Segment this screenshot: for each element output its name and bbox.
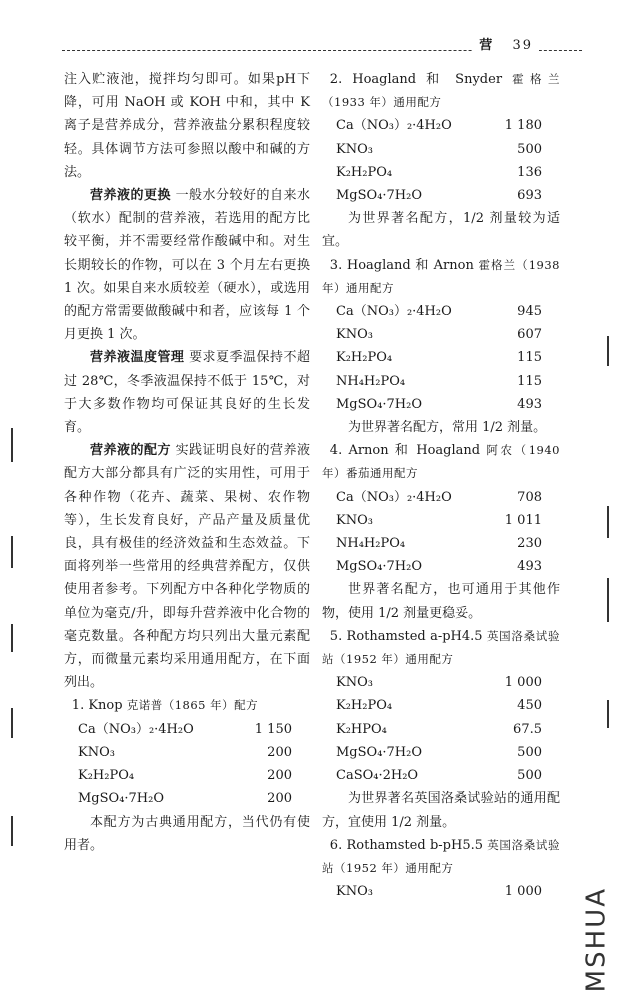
formula-note: 本配方为古典通用配方，当代仍有使用者。 [64,814,310,853]
formula-title-main: 4. Arnon 和 Hoagland [329,443,481,459]
formula-row [64,764,310,787]
formula-title-sub: 霍格兰（1938 年）通用配方 [322,257,560,295]
dosage: 115 [517,373,542,389]
chemical: Ca（NO₃）₂·4H₂O [336,304,452,320]
text-temperature: 要求夏季温保持不超过 28℃，冬季液温保持不低于 15℃，对于大多数作物均可保证其良好的生长发育。 [64,350,310,436]
header-title: 营 [479,38,495,53]
dosage: 136 [517,164,542,180]
formula-row [322,718,560,741]
formula-title-main: 1. Knop [71,698,123,714]
formula-row [322,741,560,764]
chemical: K₂H₂PO₄ [336,164,393,180]
formula-note: 为世界著名配方，1/2 剂量较为适宜。 [322,211,560,250]
paragraph-ph-adjust: 注入贮液池，搅拌均匀即可。如果pH下降，可用 NaOH 或 KOH 中和，其中 K 离子是营养成分，营养液盐分累积程度较轻。具体调节方法可参照以酸中和碱的方法。 [64,72,310,180]
formula-title-main: 3. Hoagland 和 Arnon [329,257,474,273]
dosage: 1 000 [504,675,542,691]
heading-temperature: 营养液温度管理 [90,350,185,366]
chemical: NH₄H₂PO₄ [336,373,406,389]
chemical: Ca（NO₃）₂·4H₂O [336,118,452,134]
chemical: K₂H₂PO₄ [78,768,135,784]
dosage: 200 [267,791,292,807]
dosage: 1 011 [504,512,542,528]
formula-row [322,323,560,346]
chemical: MgSO₄·7H₂O [336,188,423,204]
dosage: 1 150 [254,721,292,737]
formula-2 [322,68,560,254]
formula-row [322,671,560,694]
chemical: MgSO₄·7H₂O [78,791,165,807]
heading-replacement: 营养液的更换 [90,188,171,204]
formula-title [322,68,560,114]
formula-title [64,694,310,717]
formula-5 [322,625,560,834]
scan-mark [11,816,13,846]
formula-row [322,114,560,137]
dosage: 230 [517,536,542,552]
chemical: Ca（NO₃）₂·4H₂O [78,721,194,737]
chemical: KNO₃ [336,884,373,900]
dosage: 450 [517,698,542,714]
formula-row [322,370,560,393]
page-number: 39 [512,38,533,53]
scan-mark [11,708,13,738]
chemical: KNO₃ [336,327,373,343]
formula-title-sub: 阿农（1940 年）番茄通用配方 [322,443,560,481]
dosage: 500 [517,768,542,784]
formula-1 [64,694,310,856]
chemical: NH₄H₂PO₄ [336,536,406,552]
formula-row [322,694,560,717]
paragraph-replacement [64,184,310,346]
formula-note: 为世界著名配方，常用 1/2 剂量。 [348,420,547,436]
formula-row [64,741,310,764]
text-formula-intro: 实践证明良好的营养液配方大部分都具有广泛的实用性，可用于各种作物（花卉、蔬菜、果树、农作物等），生长发育良好，产品产量及质量优良，具有极佳的经济效益和生态效益。下面将列举一些常用的经典营养配方，仅供使用者参考。下列配方中各种化学物质的单位为毫克/升，即每升营养液中化合物的毫克数量。各种配方均只列出大量元素配方，而微量元素均采用通用配方，在下面列出。 [64,443,310,691]
formula-note: 世界著名配方，也可通用于其他作物，使用 1/2 剂量更稳妥。 [322,582,560,621]
formula-row [322,138,560,161]
formula-row [322,532,560,555]
formula-title [322,625,560,671]
formula-title-sub: 克诺普（1865 年）配方 [126,698,259,713]
dosage: 693 [517,188,542,204]
chemical: KNO₃ [336,141,373,157]
dosage: 115 [517,350,542,366]
formula-row [64,787,310,810]
chemical: KNO₃ [336,512,373,528]
chemical: MgSO₄·7H₂O [336,559,423,575]
formula-title [322,439,560,485]
chemical: Ca（NO₃）₂·4H₂O [336,489,452,505]
formula-row [322,764,560,787]
chemical: K₂HPO₄ [336,721,387,737]
chemical: K₂H₂PO₄ [336,350,393,366]
dosage: 1 180 [504,118,542,134]
formula-6 [322,834,560,904]
formula-row [322,509,560,532]
formula-row [322,880,560,903]
scan-mark [607,700,609,728]
formula-row [322,346,560,369]
chemical: KNO₃ [336,675,373,691]
scan-mark [607,506,609,538]
dosage: 67.5 [513,721,542,737]
formula-3 [322,254,560,440]
dosage: 493 [517,396,542,412]
dosage: 200 [267,768,292,784]
scan-mark [11,536,13,568]
formula-note: 为世界著名英国洛桑试验站的通用配方，宜使用 1/2 剂量。 [322,791,560,830]
dosage: 493 [517,559,542,575]
formula-title-sub: 英国洛桑试验站（1952 年）通用配方 [322,837,560,875]
formula-row [322,184,560,207]
formula-row [322,555,560,578]
dosage: 200 [267,744,292,760]
watermark: MSHUA [581,887,611,992]
header-label [473,34,539,53]
scan-mark [607,578,609,622]
heading-formula: 营养液的配方 [90,443,171,459]
formula-row [322,393,560,416]
scan-mark [607,336,609,366]
dosage: 500 [517,744,542,760]
formula-row [322,161,560,184]
formula-title-sub: 英国洛桑试验站（1952 年）通用配方 [322,628,561,667]
chemical: CaSO₄·2H₂O [336,768,419,784]
left-column [64,68,310,857]
formula-title [322,834,560,880]
dosage: 708 [517,489,542,505]
formula-row [322,300,560,323]
formula-title [322,254,560,300]
formula-title-sub: 霍格兰（1933 年）通用配方 [322,72,560,110]
dosage: 607 [517,327,542,343]
formula-4 [322,439,560,625]
formula-title-main: 5. Rothamsted a-pH4.5 [329,628,483,644]
formula-row [64,718,310,741]
chemical: K₂H₂PO₄ [336,698,393,714]
chemical: MgSO₄·7H₂O [336,744,423,760]
chemical: KNO₃ [78,744,115,760]
dosage: 500 [517,141,542,157]
text-replacement: 一般水分较好的自来水（软水）配制的营养液，若选用的配方比较平衡，并不需要经常作酸碱中和。对生长期较长的作物，可以在 3 个月左右更换 1 次。如果自来水质较差（硬水），或选用的配方常需要做酸碱中和者，应该每 1 个月更换 1 次。 [64,188,310,343]
paragraph-temperature [64,346,310,439]
paragraph-formula-intro [64,439,310,694]
scan-mark [11,428,13,462]
formula-title-main: 2. Hoagland 和 Snyder [329,72,503,87]
dosage: 945 [517,304,542,320]
chemical: MgSO₄·7H₂O [336,396,423,412]
formula-title-main: 6. Rothamsted b-pH5.5 [329,837,483,853]
right-column [322,68,560,903]
dosage: 1 000 [504,884,542,900]
scan-mark [11,624,13,652]
formula-row [322,486,560,509]
